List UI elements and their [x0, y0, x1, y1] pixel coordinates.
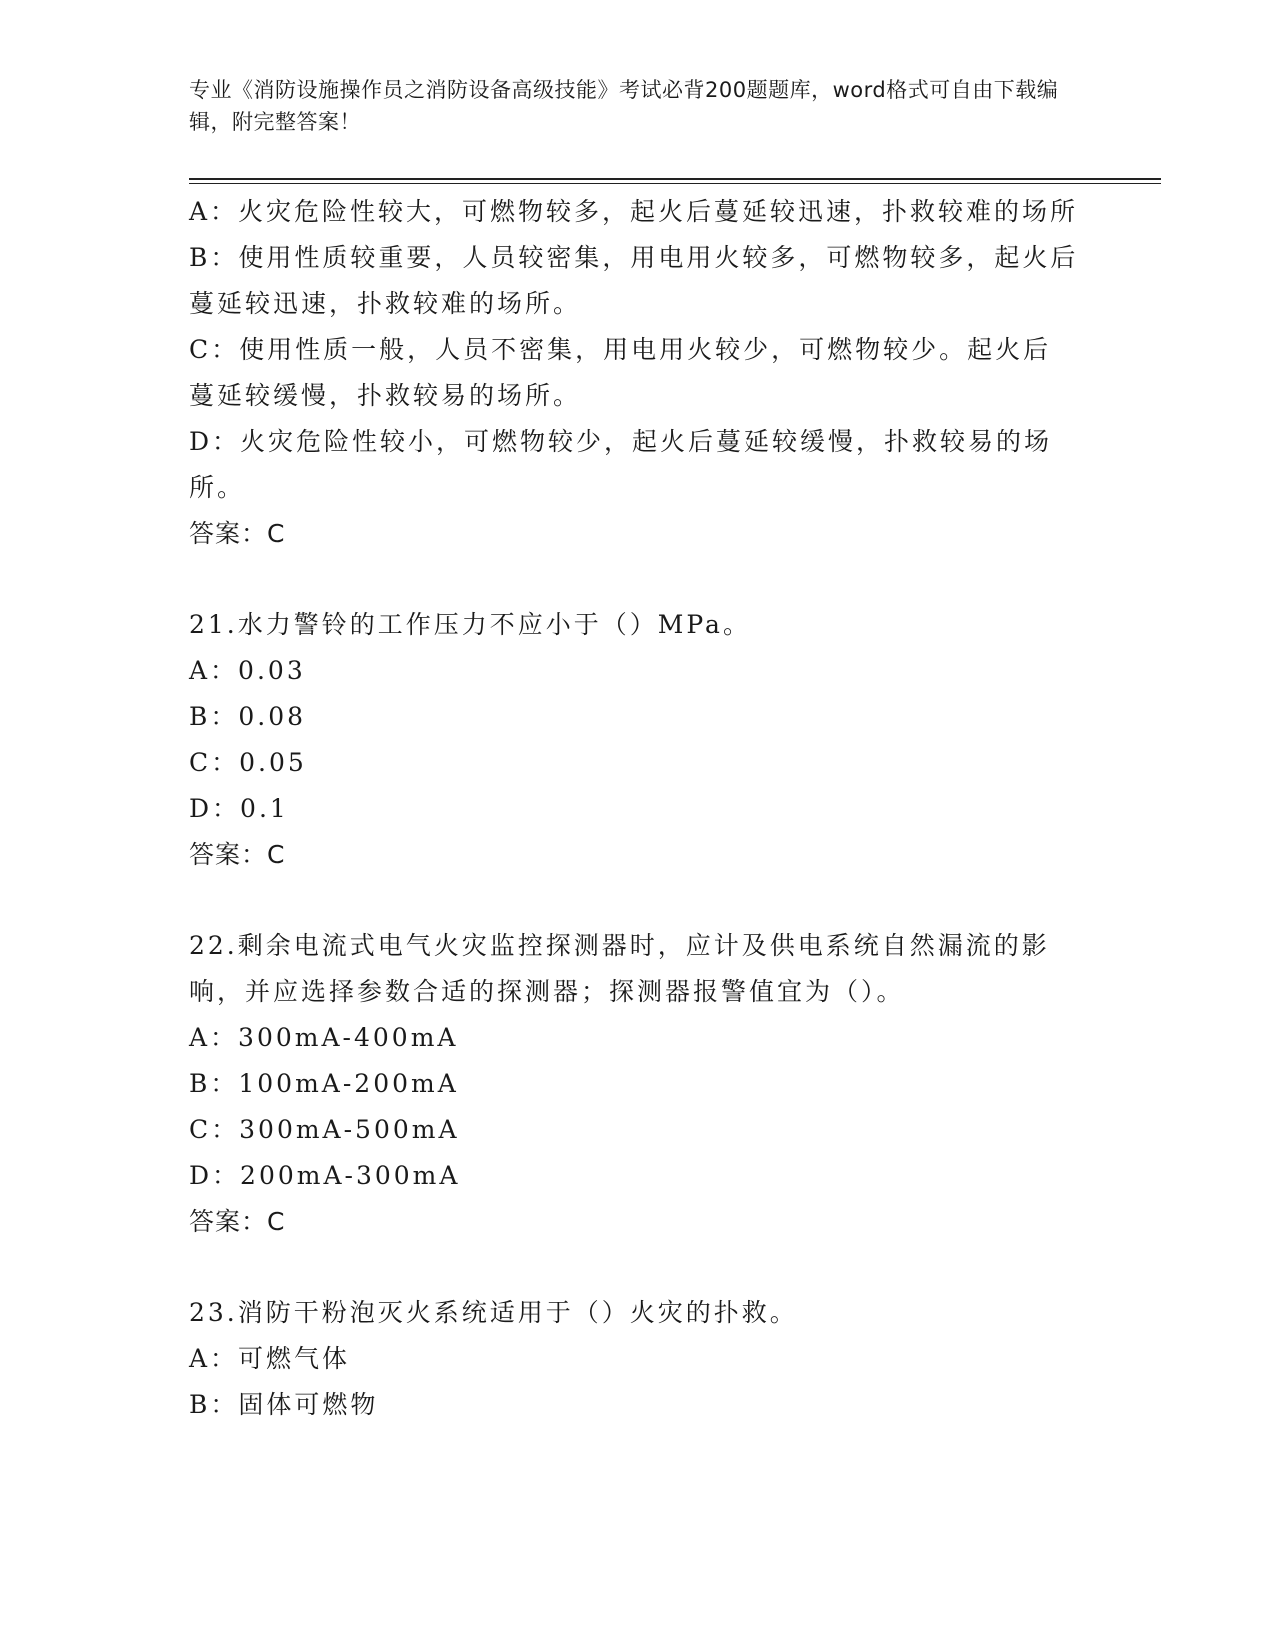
spacer — [189, 1245, 1089, 1290]
header-divider-thick — [189, 178, 1161, 180]
option-d: D：0.1 — [189, 794, 289, 823]
option-d: D：火灾危险性较小，可燃物较少，起火后蔓延较缓慢，扑救较易的场所。 — [189, 427, 1053, 502]
question-22 — [189, 923, 1089, 1245]
question-stem: 22.剩余电流式电气火灾监控探测器时，应计及供电系统自然漏流的影响，并应选择参数合适的探测器；探测器报警值宜为（）。 — [189, 931, 1050, 1006]
question-20-continued — [189, 189, 1089, 557]
option-b: B：使用性质较重要，人员较密集，用电用火较多，可燃物较多，起火后蔓延较迅速，扑救较难的场所。 — [189, 243, 1079, 318]
option-b: B：固体可燃物 — [189, 1390, 379, 1419]
question-list — [189, 189, 1089, 1428]
spacer — [189, 878, 1089, 923]
header-divider-thin — [189, 183, 1161, 184]
option-c: C：300mA-500mA — [189, 1115, 460, 1144]
option-c: C：0.05 — [189, 748, 307, 777]
question-stem: 21.水力警铃的工作压力不应小于（）MPa。 — [189, 610, 751, 639]
answer-line: 答案：C — [189, 519, 286, 548]
option-d: D：200mA-300mA — [189, 1161, 461, 1190]
answer-line: 答案：C — [189, 840, 286, 869]
option-a: A：火灾危险性较大，可燃物较多，起火后蔓延较迅速，扑救较难的场所 — [189, 197, 1079, 226]
option-c: C：使用性质一般，人员不密集，用电用火较少，可燃物较少。起火后蔓延较缓慢，扑救较易的场所。 — [189, 335, 1052, 410]
option-b: B：100mA-200mA — [189, 1069, 459, 1098]
question-23 — [189, 1290, 1089, 1428]
option-b: B：0.08 — [189, 702, 307, 731]
question-21 — [189, 602, 1089, 878]
answer-line: 答案：C — [189, 1207, 286, 1236]
question-stem: 23.消防干粉泡灭火系统适用于（）火灾的扑救。 — [189, 1298, 798, 1327]
document-header: 专业《消防设施操作员之消防设备高级技能》考试必背200题题库，word格式可自由下载编辑，附完整答案！ — [189, 78, 1059, 134]
option-a: A：300mA-400mA — [189, 1023, 459, 1052]
option-a: A：可燃气体 — [189, 1344, 351, 1373]
spacer — [189, 557, 1089, 602]
option-a: A：0.03 — [189, 656, 306, 685]
